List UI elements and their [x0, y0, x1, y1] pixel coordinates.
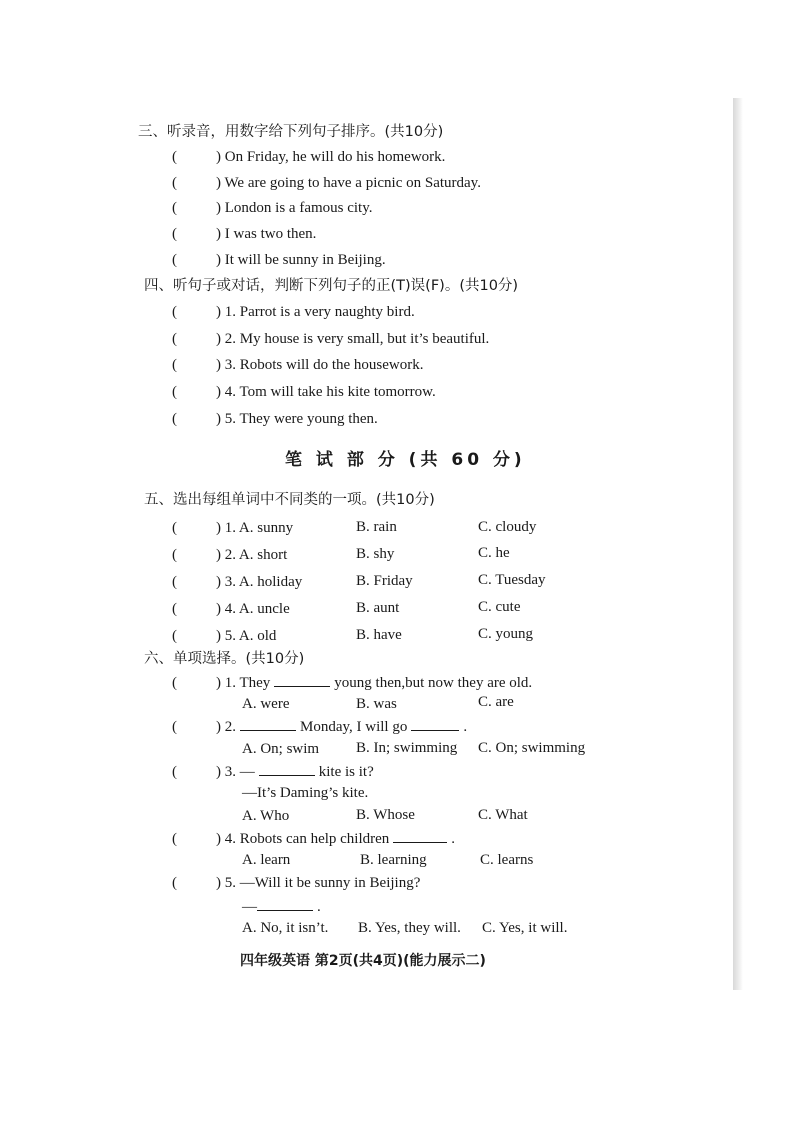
written-part-title: 笔 试 部 分 (共 60 分) [285, 450, 526, 470]
section-3-heading: 三、听录音，用数字给下列句子排序。(共10分) [138, 124, 444, 140]
question-2: ( ) 2. Monday, I will go . [172, 716, 467, 737]
question-2-option-b: B. In; swimming [356, 740, 458, 756]
answer-blank [259, 761, 315, 776]
section-5-item-1: ( ) 1. A. sunny [172, 520, 294, 536]
section-5-item-5-option-c: C. young [478, 626, 534, 642]
section-4-item-1: ( ) 1. Parrot is a very naughty bird. [172, 304, 415, 320]
section-5-item-3-option-c: C. Tuesday [478, 572, 546, 588]
question-1-option-c: C. are [478, 694, 514, 710]
section-5-item-2-option-b: B. shy [356, 546, 395, 562]
page-edge-shadow [733, 98, 743, 990]
question-5-answer-line: — . [242, 896, 321, 917]
section-3-item-5: ( ) It will be sunny in Beijing. [172, 252, 386, 268]
section-5-item-2: ( ) 2. A. short [172, 547, 288, 563]
section-4-item-2: ( ) 2. My house is very small, but it’s beautiful. [172, 331, 490, 347]
question-3-option-a: A. Who [242, 808, 290, 824]
section-5-heading: 五、选出每组单词中不同类的一项。(共10分) [144, 492, 435, 508]
section-5-item-2-option-c: C. he [478, 545, 510, 561]
question-5-option-b: B. Yes, they will. [358, 920, 461, 936]
section-6-heading: 六、单项选择。(共10分) [144, 651, 305, 667]
section-5-item-4: ( ) 4. A. uncle [172, 601, 290, 617]
section-5-item-4-option-c: C. cute [478, 599, 521, 615]
question-4-option-b: B. learning [360, 852, 427, 868]
answer-blank [274, 672, 330, 687]
answer-blank [240, 716, 296, 731]
section-4-heading: 四、听句子或对话，判断下列句子的正(T)误(F)。(共10分) [144, 278, 519, 294]
answer-blank [393, 828, 447, 843]
answer-blank [411, 716, 459, 731]
section-3-item-2: ( ) We are going to have a picnic on Saturday. [172, 175, 481, 191]
question-2-option-c: C. On; swimming [478, 740, 586, 756]
section-5-item-1-option-b: B. rain [356, 519, 397, 535]
section-3-item-3: ( ) London is a famous city. [172, 200, 373, 216]
question-3-reply: —It’s Daming’s kite. [242, 785, 369, 801]
question-4-option-c: C. learns [480, 852, 534, 868]
section-5-item-3: ( ) 3. A. holiday [172, 574, 303, 590]
question-4-option-a: A. learn [242, 852, 291, 868]
question-4: ( ) 4. Robots can help children . [172, 828, 455, 849]
question-5-option-c: C. Yes, it will. [482, 920, 568, 936]
section-4-item-3: ( ) 3. Robots will do the housework. [172, 357, 424, 373]
question-3-option-b: B. Whose [356, 807, 415, 823]
question-1-option-a: A. were [242, 696, 290, 712]
page-footer: 四年级英语 第2页(共4页)(能力展示二) [240, 953, 486, 969]
question-1: ( ) 1. They young then,but now they are old. [172, 672, 532, 693]
question-2-option-a: A. On; swim [242, 741, 320, 757]
section-5-item-5-option-b: B. have [356, 627, 402, 643]
question-3: ( ) 3. — kite is it? [172, 761, 374, 782]
section-5-item-1-option-c: C. cloudy [478, 519, 537, 535]
section-5-item-3-option-b: B. Friday [356, 573, 413, 589]
section-5-item-5: ( ) 5. A. old [172, 628, 277, 644]
question-5-option-a: A. No, it isn’t. [242, 920, 329, 936]
section-5-item-4-option-b: B. aunt [356, 600, 400, 616]
section-3-item-1: ( ) On Friday, he will do his homework. [172, 149, 446, 165]
question-1-option-b: B. was [356, 696, 397, 712]
question-5: ( ) 5. —Will it be sunny in Beijing? [172, 875, 421, 891]
section-4-item-5: ( ) 5. They were young then. [172, 411, 378, 427]
question-3-option-c: C. What [478, 807, 528, 823]
answer-blank [257, 896, 313, 911]
section-4-item-4: ( ) 4. Tom will take his kite tomorrow. [172, 384, 436, 400]
section-3-item-4: ( ) I was two then. [172, 226, 317, 242]
